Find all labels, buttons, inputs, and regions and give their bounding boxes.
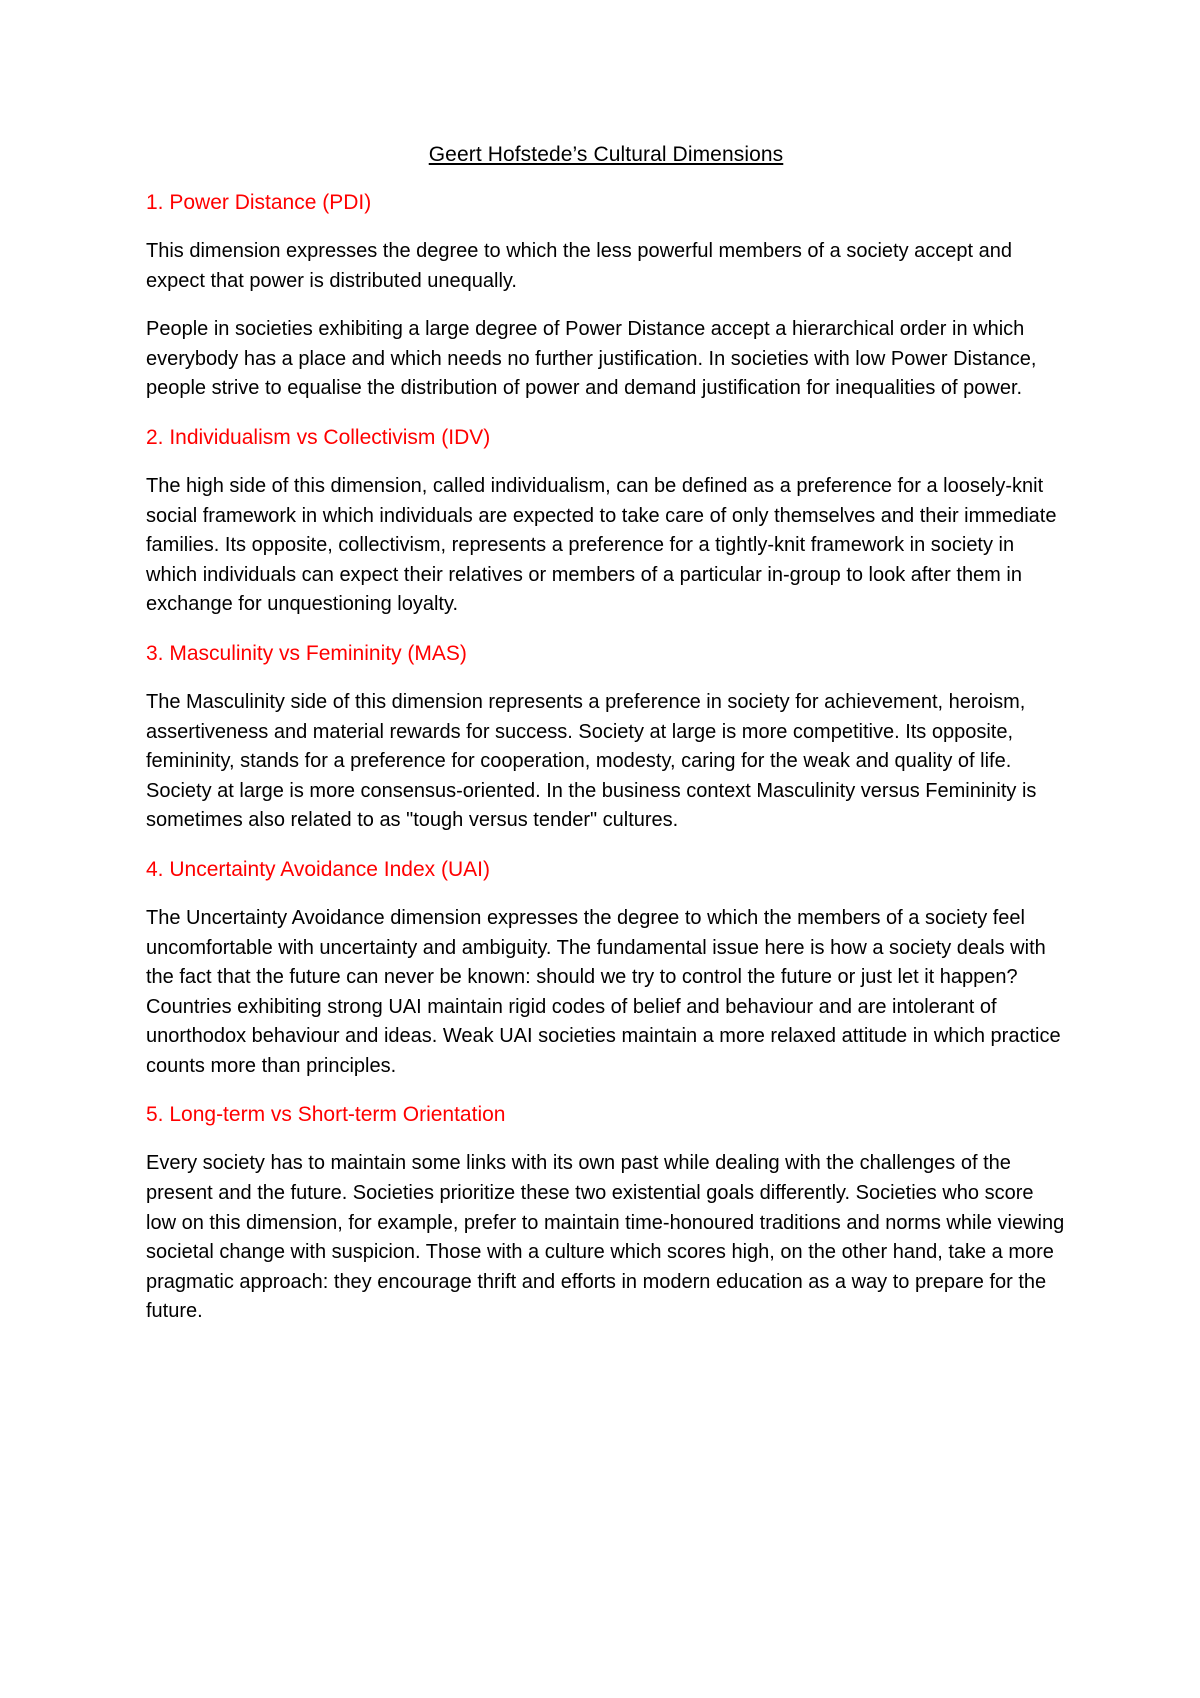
section-heading: 2. Individualism vs Collectivism (IDV) <box>146 425 491 449</box>
document-page <box>146 140 1066 1346</box>
section-heading: 1. Power Distance (PDI) <box>146 191 372 214</box>
document-title: Geert Hofstede’s Cultural Dimensions <box>428 143 784 166</box>
section-heading: 3. Masculinity vs Femininity (MAS) <box>146 641 467 665</box>
section-paragraph: People in societies exhibiting a large degree of Power Distance accept a hierarchical order in which everybody has a place and which needs no further justification. In societies with low Power Distance, people strive to equalise the distribution of power and demand justification for inequalities of power. <box>146 318 1037 400</box>
section-heading: 5. Long-term vs Short-term Orientation <box>146 1103 506 1127</box>
section-power-distance <box>146 188 1066 404</box>
section-uncertainty-avoidance <box>146 855 1066 1082</box>
section-paragraph: The Uncertainty Avoidance dimension expresses the degree to which the members of a society feel uncomfortable with uncertainty and ambiguity. The fundamental issue here is how a society deals with the fact that the future can never be known: should we try to control the future or just let it happen? Countries exhibiting strong UAI maintain rigid codes of belief and behaviour and are intolerant of unorthodox behaviour and ideas. Weak UAI societies maintain a more relaxed attitude in which practice counts more than principles. <box>146 906 1061 1077</box>
section-paragraph: The Masculinity side of this dimension represents a preference in society for achievement, heroism, assertiveness and material rewards for success. Society at large is more competitive. Its opposite, femininity, stands for a preference for cooperation, modesty, caring for the weak and quality of life. Society at large is more consensus-oriented. In the business context Masculinity versus Femininity is sometimes also related to as "tough versus tender" cultures. <box>146 690 1037 832</box>
section-individualism <box>146 423 1066 620</box>
section-paragraph: The high side of this dimension, called individualism, can be defined as a preference for a loosely-knit social framework in which individuals are expected to take care of only themselves and their immediate families. Its opposite, collectivism, represents a preference for a tightly-knit framework in society in which individuals can expect their relatives or members of a particular in-group to look after them in exchange for unquestioning loyalty. <box>146 474 1057 616</box>
section-paragraph: This dimension expresses the degree to which the less powerful members of a society accept and expect that power is distributed unequally. <box>146 240 1012 292</box>
section-heading: 4. Uncertainty Avoidance Index (UAI) <box>146 857 490 881</box>
section-long-term-orientation <box>146 1100 1066 1327</box>
section-paragraph: Every society has to maintain some links with its own past while dealing with the challenges of the present and the future. Societies prioritize these two existential goals differently. Societies who score low on this dimension, for example, prefer to maintain time-honoured traditions and norms while viewing societal change with suspicion. Those with a culture which scores high, on the other hand, take a more pragmatic approach: they encourage thrift and efforts in modern education as a way to prepare for the future. <box>146 1152 1065 1323</box>
section-masculinity <box>146 639 1066 836</box>
